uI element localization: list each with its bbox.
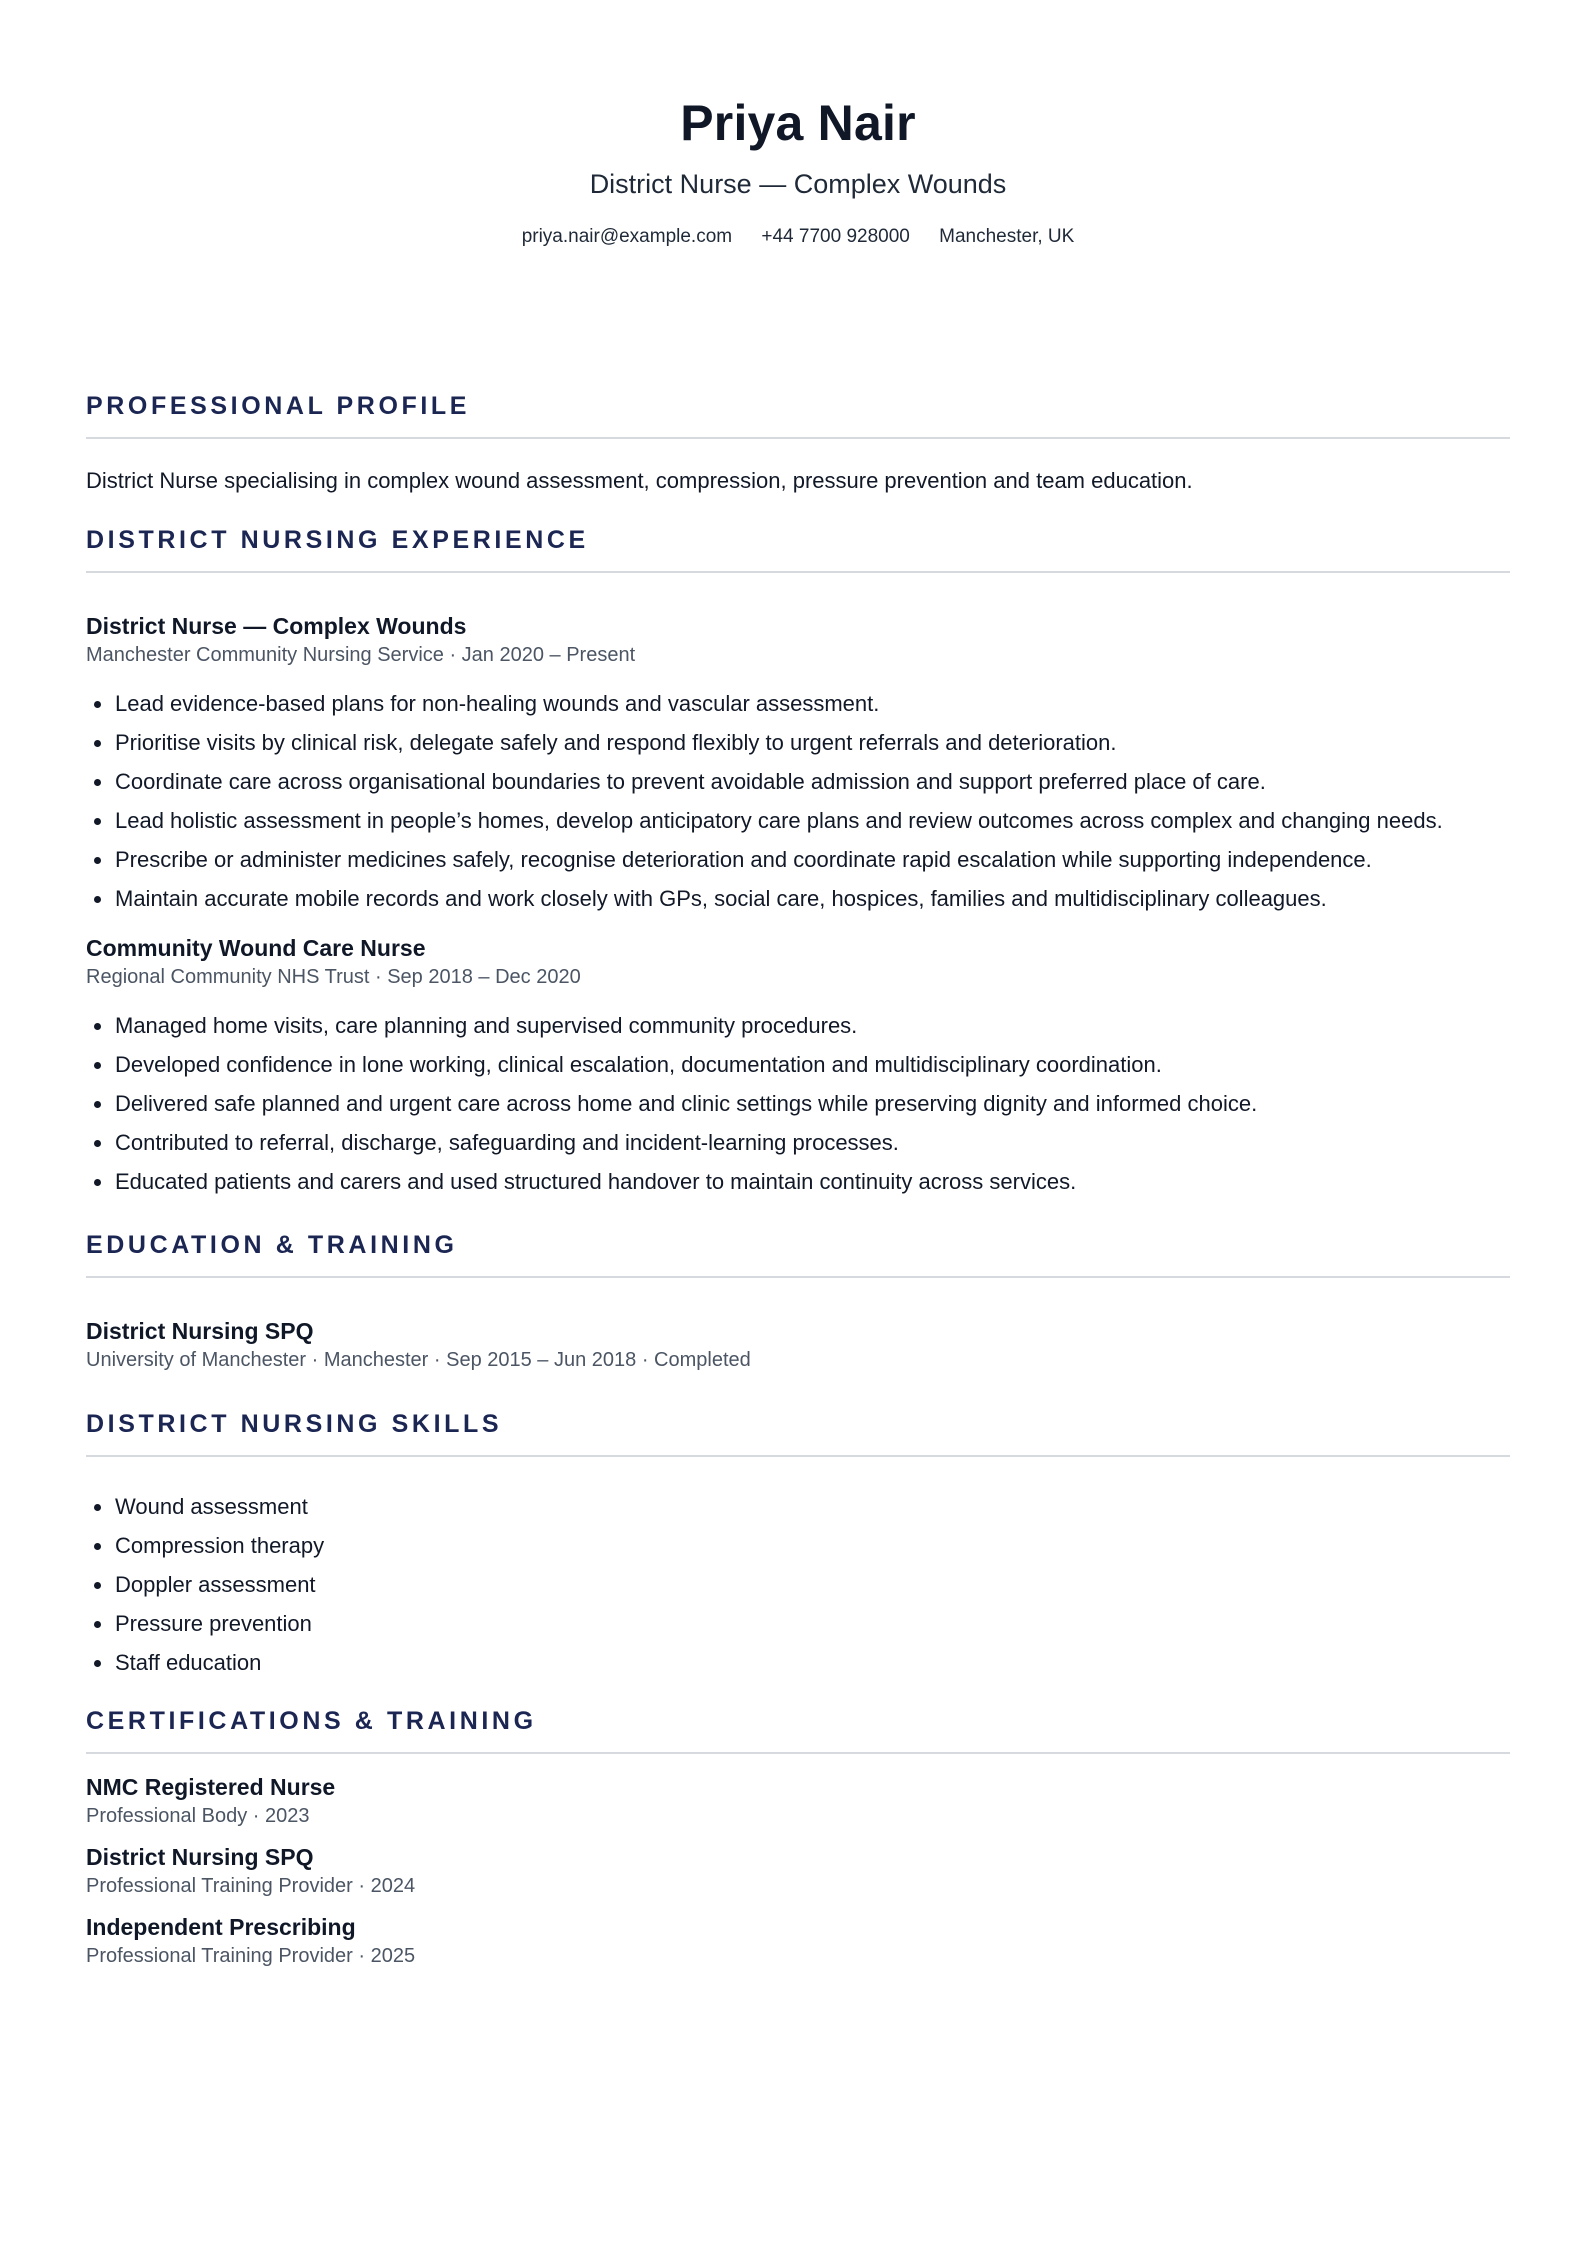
contact-email[interactable]: priya.nair@example.com: [521, 226, 733, 247]
list-item: Developed confidence in lone working, clinical escalation, documentation and multidisciplinary coordination.: [115, 1045, 1510, 1084]
section-title-experience: DISTRICT NURSING EXPERIENCE: [86, 526, 589, 554]
section-title-certifications: CERTIFICATIONS & TRAINING: [86, 1707, 537, 1735]
job-title: Community Wound Care Nurse: [86, 935, 426, 961]
certification-title: NMC Registered Nurse: [86, 1774, 336, 1800]
skill-item: Wound assessment: [115, 1487, 1510, 1526]
resume-page: [86, 0, 1510, 1982]
job-entry: [86, 933, 1510, 1201]
certification-entry: [86, 1912, 1510, 1970]
list-item: Managed home visits, care planning and supervised community procedures.: [115, 1006, 1510, 1045]
section-divider: [86, 571, 1510, 573]
skill-item: Pressure prevention: [115, 1604, 1510, 1643]
certification-entry: [86, 1842, 1510, 1900]
list-item: Coordinate care across organisational boundaries to prevent avoidable admission and support preferred place of care.: [115, 762, 1510, 801]
job-entry: [86, 611, 1510, 918]
skill-item: Staff education: [115, 1643, 1510, 1682]
job-bullets: [86, 1006, 1510, 1201]
job-title: District Nurse — Complex Wounds: [86, 613, 467, 639]
job-bullets: [86, 684, 1510, 918]
section-divider: [86, 1276, 1510, 1278]
job-meta: Manchester Community Nursing Service · Jan 2020 – Present: [86, 644, 636, 666]
section-title-profile: PROFESSIONAL PROFILE: [86, 392, 471, 420]
list-item: Delivered safe planned and urgent care across home and clinic settings while preserving dignity and informed choice.: [115, 1084, 1510, 1123]
certification-entry: [86, 1772, 1510, 1830]
section-title-skills: DISTRICT NURSING SKILLS: [86, 1410, 503, 1438]
list-item: Lead holistic assessment in people’s homes, develop anticipatory care plans and review outcomes across complex and changing needs.: [115, 801, 1510, 840]
skill-item: Compression therapy: [115, 1526, 1510, 1565]
list-item: Prioritise visits by clinical risk, delegate safely and respond flexibly to urgent referrals and deterioration.: [115, 723, 1510, 762]
certification-title: Independent Prescribing: [86, 1914, 356, 1940]
resume-header: [86, 0, 1510, 250]
contact-location: Manchester, UK: [939, 226, 1075, 247]
list-item: Prescribe or administer medicines safely, recognise deterioration and coordinate rapid escalation while supporting independence.: [115, 840, 1510, 879]
list-item: Lead evidence-based plans for non-healing wounds and vascular assessment.: [115, 684, 1510, 723]
skill-item: Doppler assessment: [115, 1565, 1510, 1604]
education-entry: [86, 1316, 1510, 1374]
certification-meta: Professional Training Provider · 2025: [86, 1945, 416, 1967]
certification-meta: Professional Body · 2023: [86, 1805, 310, 1827]
education-section: [86, 1228, 1510, 1374]
list-item: Maintain accurate mobile records and work closely with GPs, social care, hospices, families and multidisciplinary colleagues.: [115, 879, 1510, 918]
certification-title: District Nursing SPQ: [86, 1844, 314, 1870]
profile-text: District Nurse specialising in complex wound assessment, compression, pressure prevention and team education.: [86, 468, 1193, 493]
section-title-education: EDUCATION & TRAINING: [86, 1231, 458, 1259]
contact-phone[interactable]: +44 7700 928000: [761, 226, 910, 247]
certification-meta: Professional Training Provider · 2024: [86, 1875, 416, 1897]
skills-list: [86, 1487, 1510, 1682]
candidate-role: District Nurse — Complex Wounds: [589, 169, 1007, 199]
list-item: Contributed to referral, discharge, safeguarding and incident-learning processes.: [115, 1123, 1510, 1162]
profile-section: [86, 389, 1510, 496]
section-divider: [86, 437, 1510, 439]
education-meta: University of Manchester · Manchester · Sep 2015 – Jun 2018 · Completed: [86, 1349, 751, 1371]
section-divider: [86, 1752, 1510, 1754]
job-meta: Regional Community NHS Trust · Sep 2018 – Dec 2020: [86, 966, 581, 988]
candidate-name: Priya Nair: [680, 95, 916, 151]
education-title: District Nursing SPQ: [86, 1318, 314, 1344]
experience-section: [86, 523, 1510, 1201]
certifications-section: [86, 1704, 1510, 1970]
list-item: Educated patients and carers and used structured handover to maintain continuity across services.: [115, 1162, 1510, 1201]
certifications-list: [86, 1772, 1510, 1970]
section-divider: [86, 1455, 1510, 1457]
skills-section: [86, 1407, 1510, 1682]
contact-line: [86, 224, 1510, 250]
